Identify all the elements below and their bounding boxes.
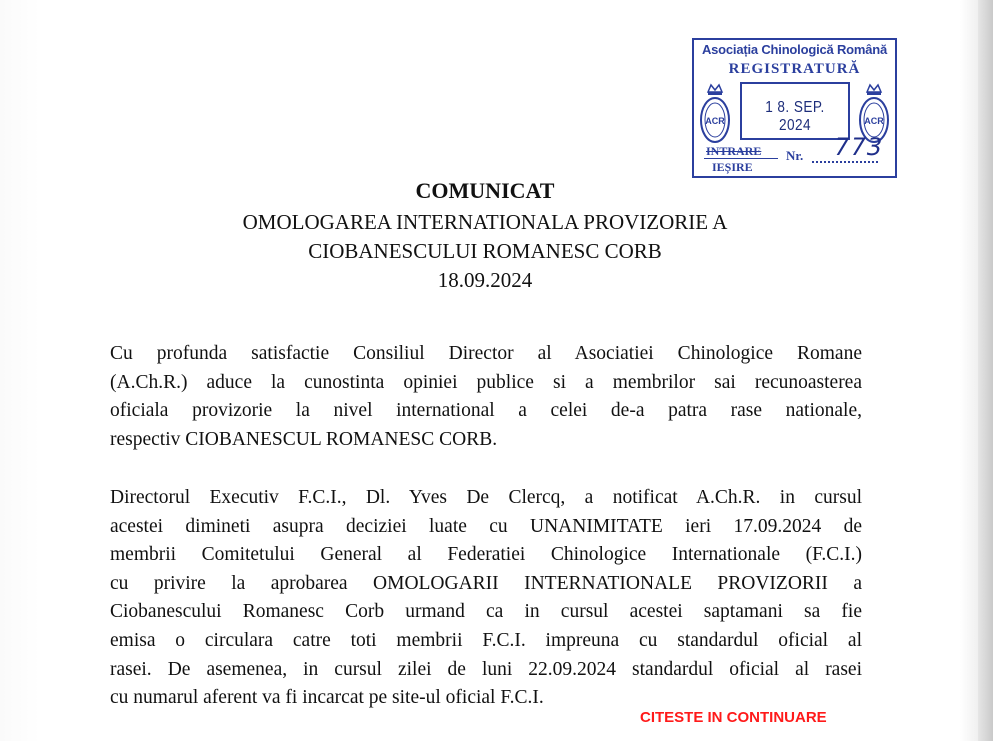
- paragraph-line: cu privire la aprobarea OMOLOGARII INTERNATIONALE PROVIZORII a: [110, 572, 862, 594]
- paragraph-line: (A.Ch.R.) aduce la cunostinta opiniei publice si a membrilor sai recunoasterea: [110, 371, 862, 393]
- stamp-date-box: [740, 82, 850, 140]
- paragraph-notification: [110, 484, 862, 713]
- seal-left-letters: ACR: [705, 116, 725, 126]
- document-subtitle-line1: OMOLOGAREA INTERNATIONALA PROVIZORIE A: [242, 210, 728, 234]
- document-date: 18.09.2024: [437, 268, 533, 292]
- paragraph-line: membrii Comitetului General al Federatiei Chinologice Internationale (F.C.I.): [110, 544, 862, 566]
- paragraph-line: cu numarul aferent va fi incarcat pe site-ul oficial F.C.I.: [110, 687, 544, 709]
- paragraph-line: Directorul Executiv F.C.I., Dl. Yves De Clercq, a notificat A.Ch.R. in cursul: [110, 487, 862, 508]
- seal-right-letters: ACR: [864, 116, 884, 126]
- read-more-link[interactable]: CITESTE IN CONTINUARE: [640, 709, 827, 726]
- stamp-date: 1 8. SEP. 2024: [765, 99, 825, 134]
- paragraph-announcement: [110, 340, 862, 454]
- registry-stamp: [692, 38, 897, 178]
- document-title: COMUNICAT: [415, 178, 555, 203]
- paragraph-line: oficiala provizorie la nivel international a celei de-a patra rase nationale,: [110, 400, 862, 422]
- paragraph-line: emisa o circulara catre toti membrii F.C.I. impreuna cu standardul oficial al: [110, 629, 862, 651]
- page-edge-shadow: [978, 0, 993, 741]
- paragraph-line: Ciobanescului Romanesc Corb urmand ca in cursul acestei saptamani sa fie: [110, 601, 862, 623]
- document-subtitle-line2: CIOBANESCULUI ROMANESC CORB: [308, 239, 662, 263]
- seal-left-icon: [699, 82, 731, 144]
- paragraph-line: acestei dimineti asupra deciziei luate cu UNANIMITATE ieri 17.09.2024 de: [110, 515, 862, 537]
- stamp-organization: Asociația Chinologică Română: [701, 42, 888, 57]
- stamp-number-label: Nr.: [786, 148, 804, 163]
- paragraph-line: Cu profunda satisfactie Consiliul Director al Asociatiei Chinologice Romane: [110, 343, 862, 364]
- stamp-divider: [704, 158, 778, 159]
- paragraph-line: rasei. De asemenea, in cursul zilei de luni 22.09.2024 standardul oficial al rasei: [110, 658, 862, 680]
- stamp-exit-label: IEȘIRE: [712, 160, 753, 174]
- stamp-entry-label: INTRARE: [706, 144, 762, 158]
- paragraph-line: respectiv CIOBANESCUL ROMANESC CORB.: [110, 428, 498, 450]
- stamp-handwritten-number: 773: [831, 133, 886, 161]
- stamp-title: REGISTRATURĂ: [728, 61, 861, 77]
